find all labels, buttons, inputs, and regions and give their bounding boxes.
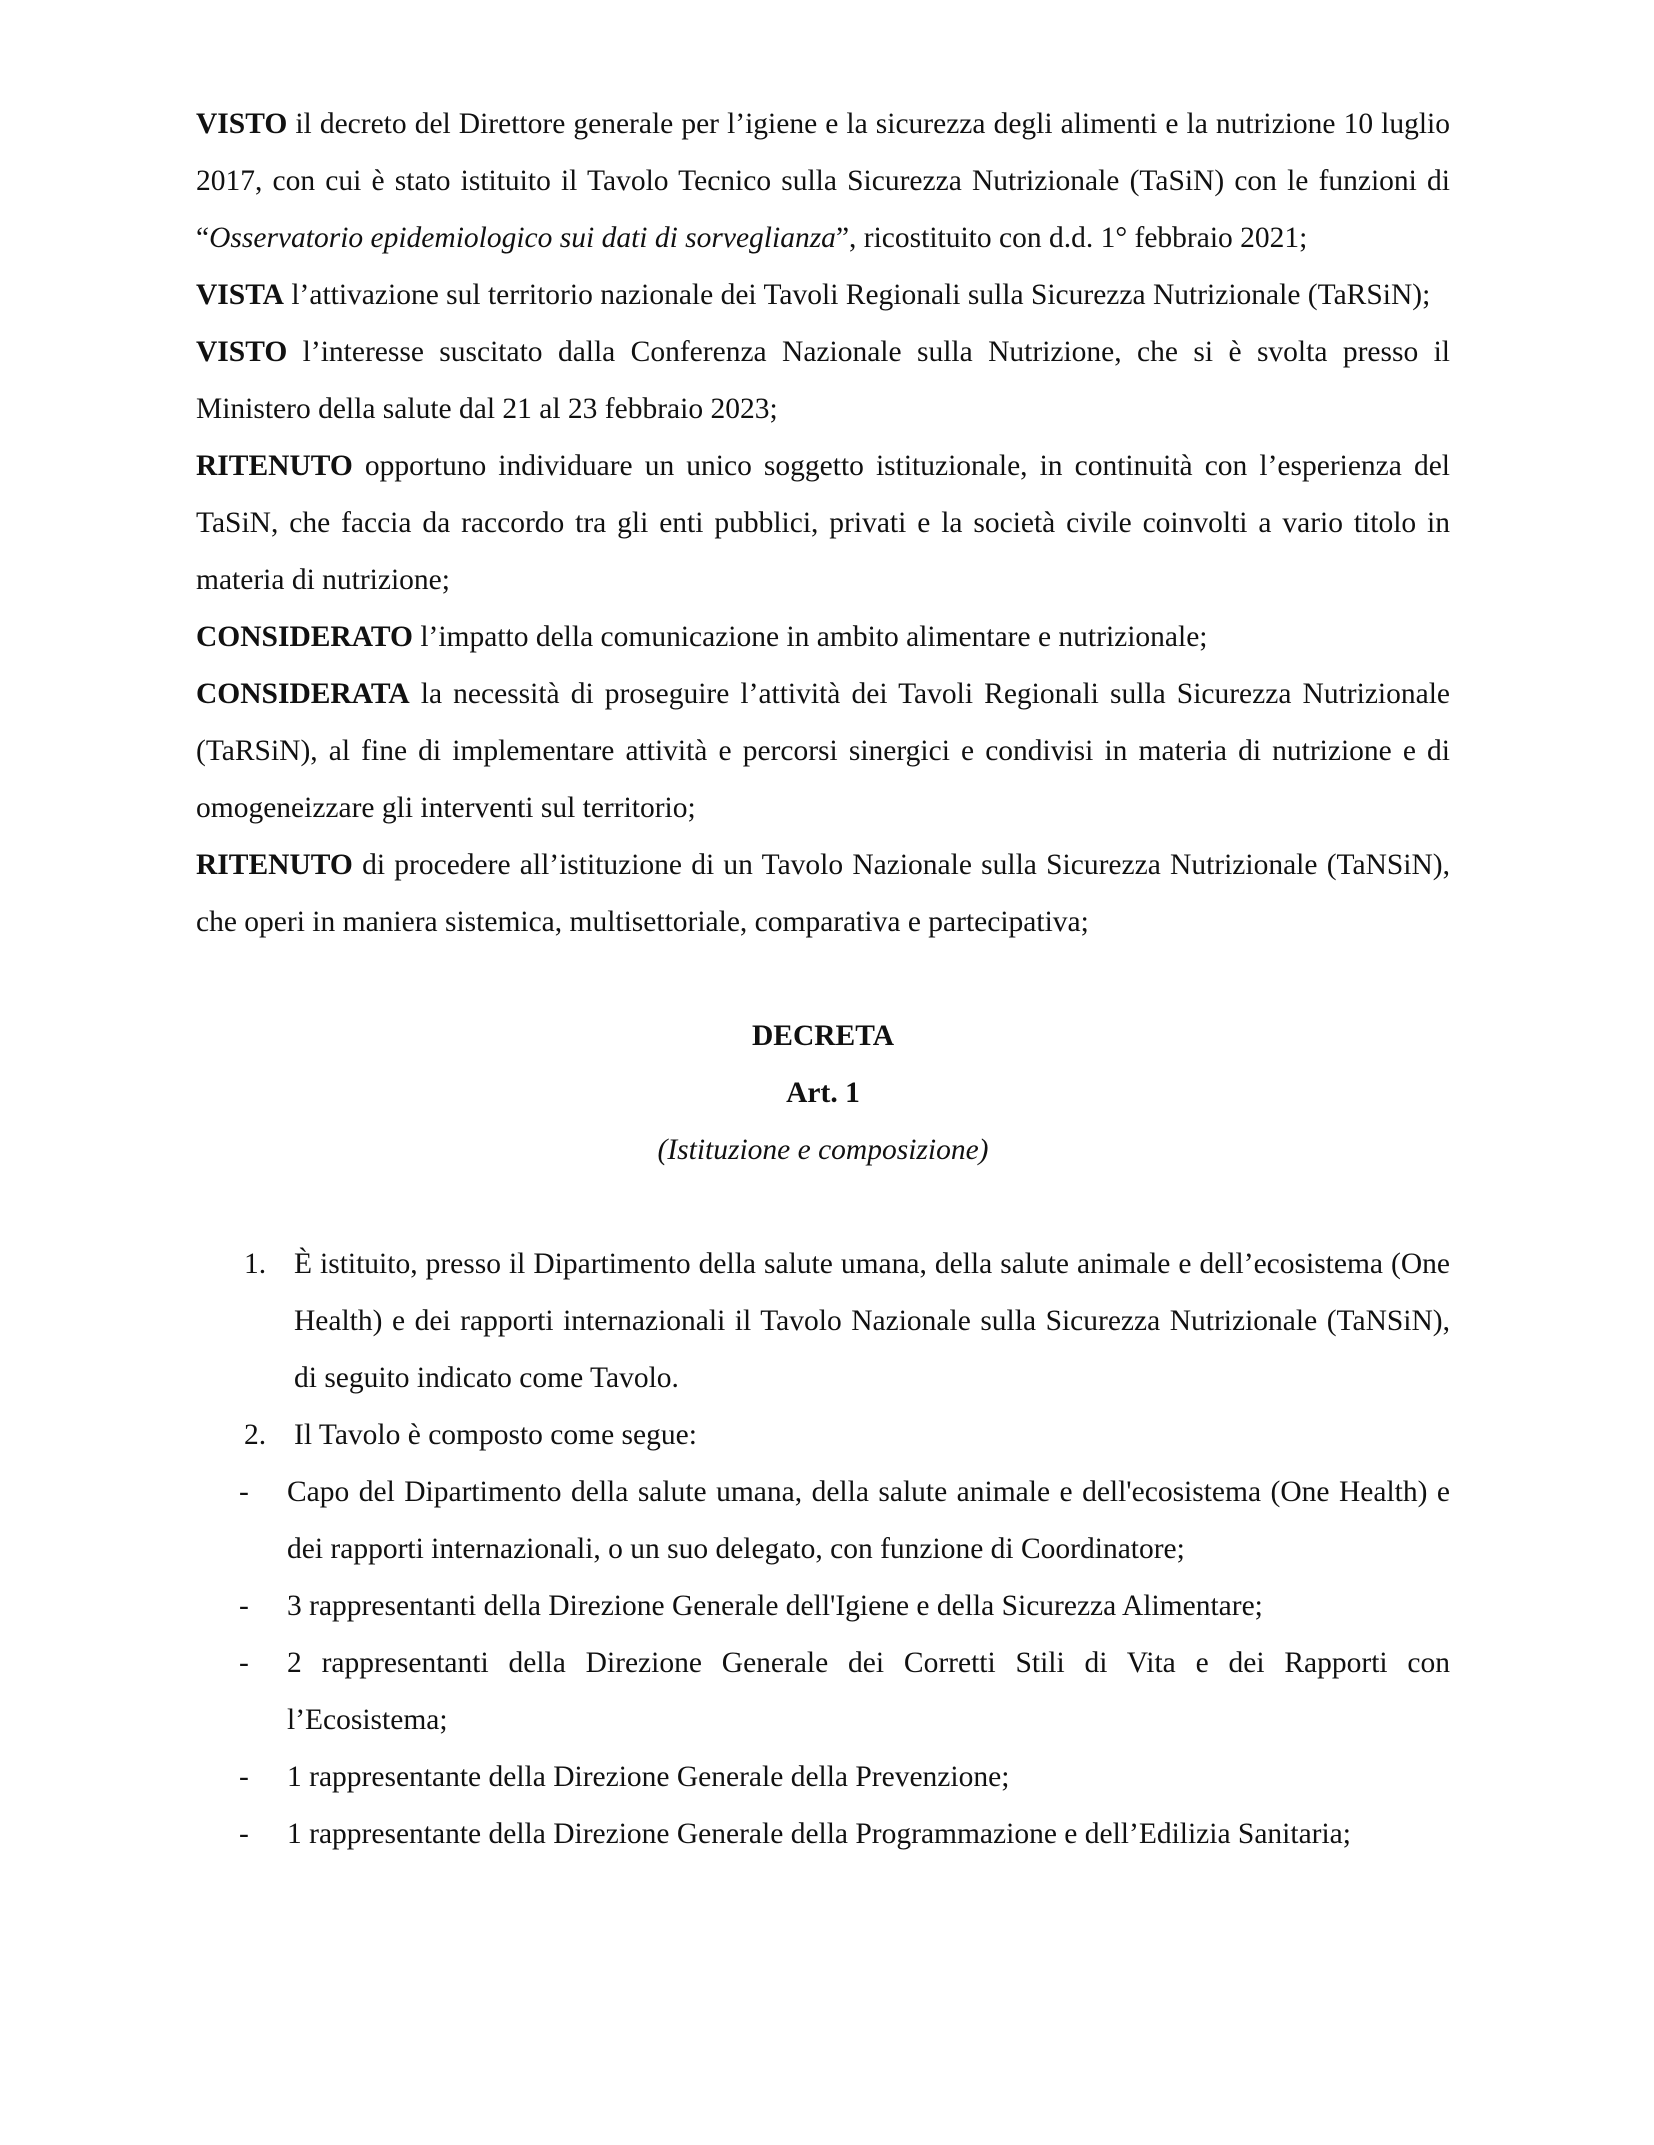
item-number: 1.	[244, 1248, 267, 1280]
dash-bullet: -	[239, 1476, 249, 1508]
preamble-text: l’interesse suscitato dalla Conferenza Nazionale sulla Nutrizione, che si è svolta presso il Ministero della salute dal 21 al 23 febbraio 2023;	[196, 336, 1450, 425]
member-text: 2 rappresentanti della Direzione Generale dei Corretti Stili di Vita e dei Rapporti con l’Ecosistema;	[287, 1647, 1450, 1736]
preamble-item	[196, 267, 1450, 324]
article-title: Art. 1	[786, 1077, 860, 1109]
member-text: 3 rappresentanti della Direzione Generale dell'Igiene e della Sicurezza Alimentare;	[287, 1590, 1263, 1622]
item-number: 2.	[244, 1419, 267, 1451]
preamble-text: il decreto del Direttore generale per l’igiene e la sicurezza degli alimenti e la nutrizione 10 luglio 2017, con cui è stato istituito il Tavolo Tecnico sulla Sicurezza Nutrizionale (TaSiN) con le funzioni di “	[196, 108, 1450, 254]
preamble-text: l’attivazione sul territorio nazionale dei Tavoli Regionali sulla Sicurezza Nutrizionale (TaRSiN);	[283, 279, 1431, 311]
members-list	[196, 1464, 1450, 1863]
spacer	[196, 1179, 1450, 1236]
document-page	[196, 96, 1450, 1863]
preamble	[196, 96, 1450, 951]
preamble-lead: RITENUTO	[196, 849, 353, 881]
member-text: 1 rappresentante della Direzione Generale della Prevenzione;	[287, 1761, 1010, 1793]
preamble-item	[196, 96, 1450, 267]
article-subtitle: (Istituzione e composizione)	[657, 1134, 989, 1166]
item-text: Il Tavolo è composto come segue:	[294, 1419, 697, 1451]
preamble-item	[196, 609, 1450, 666]
preamble-item	[196, 666, 1450, 837]
dash-bullet: -	[239, 1647, 249, 1679]
dash-bullet: -	[239, 1818, 249, 1850]
preamble-italic: Osservatorio epidemiologico sui dati di sorveglianza	[209, 222, 836, 254]
member-item	[196, 1578, 1450, 1635]
numbered-item	[196, 1236, 1450, 1407]
preamble-item	[196, 324, 1450, 438]
preamble-text: ”, ricostituito con d.d. 1° febbraio 2021;	[835, 222, 1308, 254]
member-text: 1 rappresentante della Direzione Generale della Programmazione e dell’Edilizia Sanitaria;	[287, 1818, 1351, 1850]
preamble-lead: RITENUTO	[196, 450, 353, 482]
numbered-item	[196, 1407, 1450, 1464]
dash-bullet: -	[239, 1761, 249, 1793]
member-item	[196, 1749, 1450, 1806]
member-item	[196, 1464, 1450, 1578]
preamble-text: la necessità di proseguire l’attività dei Tavoli Regionali sulla Sicurezza Nutrizionale (TaRSiN), al fine di implementare attività e percorsi sinergici e condivisi in materia di nutrizione e di omogeneizzare gli interventi sul territorio;	[196, 678, 1450, 824]
member-item	[196, 1635, 1450, 1749]
spacer	[196, 951, 1450, 1008]
item-text: È istituito, presso il Dipartimento della salute umana, della salute animale e dell’ecosistema (One Health) e dei rapporti internazionali il Tavolo Nazionale sulla Sicurezza Nutrizionale (TaNSiN), di seguito indicato come Tavolo.	[294, 1248, 1450, 1394]
member-text: Capo del Dipartimento della salute umana, della salute animale e dell'ecosistema (One Health) e dei rapporti internazionali, o un suo delegato, con funzione di Coordinatore;	[287, 1476, 1450, 1565]
dash-bullet: -	[239, 1590, 249, 1622]
preamble-text: opportuno individuare un unico soggetto istituzionale, in continuità con l’esperienza del TaSiN, che faccia da raccordo tra gli enti pubblici, privati e la società civile coinvolti a vario titolo in materia di nutrizione;	[196, 450, 1450, 596]
preamble-lead: VISTA	[196, 279, 284, 311]
decreta-heading: DECRETA	[751, 1020, 895, 1052]
preamble-item	[196, 438, 1450, 609]
member-item	[196, 1806, 1450, 1863]
numbered-list	[196, 1236, 1450, 1464]
preamble-text: l’impatto della comunicazione in ambito alimentare e nutrizionale;	[412, 621, 1208, 653]
preamble-lead: CONSIDERATA	[196, 678, 410, 710]
preamble-lead: VISTO	[196, 336, 288, 368]
preamble-text: di procedere all’istituzione di un Tavolo Nazionale sulla Sicurezza Nutrizionale (TaNSiN), che operi in maniera sistemica, multisettoriale, comparativa e partecipativa;	[196, 849, 1450, 938]
preamble-lead: CONSIDERATO	[196, 621, 413, 653]
preamble-item	[196, 837, 1450, 951]
preamble-lead: VISTO	[196, 108, 288, 140]
